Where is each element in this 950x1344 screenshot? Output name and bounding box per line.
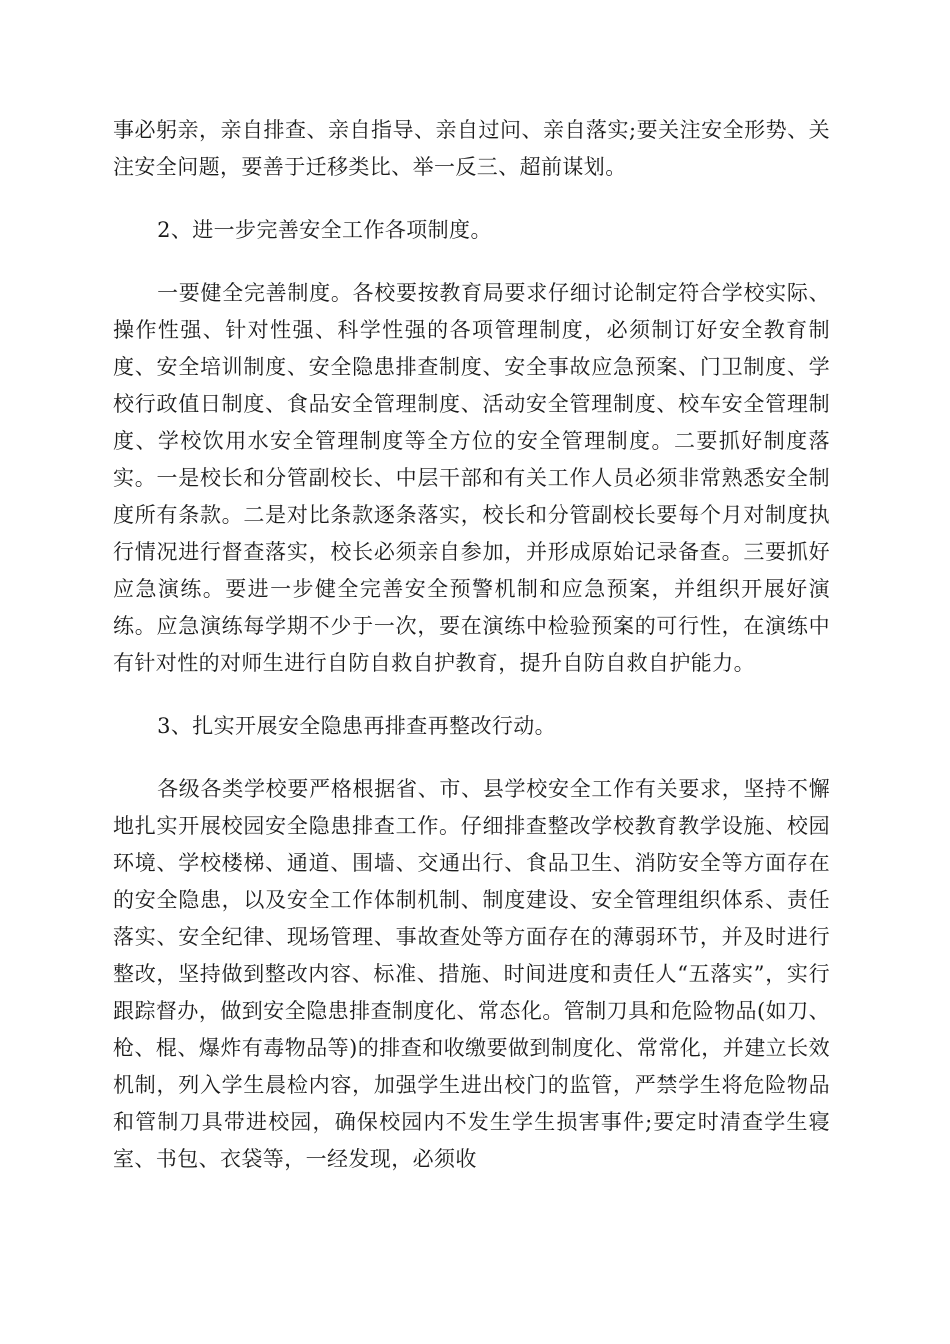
paragraph-continuation: 事必躬亲，亲自排查、亲自指导、亲自过问、亲自落实;要关注安全形势、关注安全问题，要善于迁移类比、举一反三、超前谋划。 [113, 118, 830, 179]
paragraph-system-improvement: 一要健全完善制度。各校要按教育局要求仔细讨论制定符合学校实际、操作性强、针对性强、科学性强的各项管理制度，必须制订好安全教育制度、安全培训制度、安全隐患排查制度、安全事故应急预案、门卫制度、学校行政值日制度、食品安全管理制度、活动安全管理制度、校车安全管理制度、学校饮用水安全管理制度等全方位的安全管理制度。二要抓好制度落实。一是校长和分管副校长、中层干部和有关工作人员必须非常熟悉安全制度所有条款。二是对比条款逐条落实，校长和分管副校长要每个月对制度执行情况进行督查落实，校长必须亲自参加，并形成原始记录备查。三要抓好应急演练。要进一步健全完善安全预警机制和应急预案，并组织开展好演练。应急演练每学期不少于一次，要在演练中检验预案的可行性，在演练中有针对性的对师生进行自防自救自护教育，提升自防自救自护能力。 [113, 281, 830, 675]
paragraph-gap [113, 745, 830, 771]
paragraph-gap [113, 682, 830, 708]
section-heading-2: 2、进一步完善安全工作各项制度。 [157, 218, 492, 242]
document-body [113, 112, 830, 1178]
section-heading-3: 3、扎实开展安全隐患再排查再整改行动。 [157, 714, 557, 738]
paragraph-gap [113, 249, 830, 275]
paragraph-hazard-inspection: 各级各类学校要严格根据省、市、县学校安全工作有关要求，坚持不懈地扎实开展校园安全隐患排查工作。仔细排查整改学校教育教学设施、校园环境、学校楼梯、通道、围墙、交通出行、食品卫生、消防安全等方面存在的安全隐患，以及安全工作体制机制、制度建设、安全管理组织体系、责任落实、安全纪律、现场管理、事故查处等方面存在的薄弱环节，并及时进行整改，坚持做到整改内容、标准、措施、时间进度和责任人“五落实”，实行跟踪督办，做到安全隐患排查制度化、常态化。管制刀具和危险物品(如刀、枪、棍、爆炸有毒物品等)的排查和收缴要做到制度化、常常化，并建立长效机制，列入学生晨检内容，加强学生进出校门的监管，严禁学生将危险物品和管制刀具带进校园，确保校园内不发生学生损害事件;要定时清查学生寝室、书包、衣袋等，一经发现，必须收 [113, 777, 830, 1171]
paragraph-gap [113, 186, 830, 212]
